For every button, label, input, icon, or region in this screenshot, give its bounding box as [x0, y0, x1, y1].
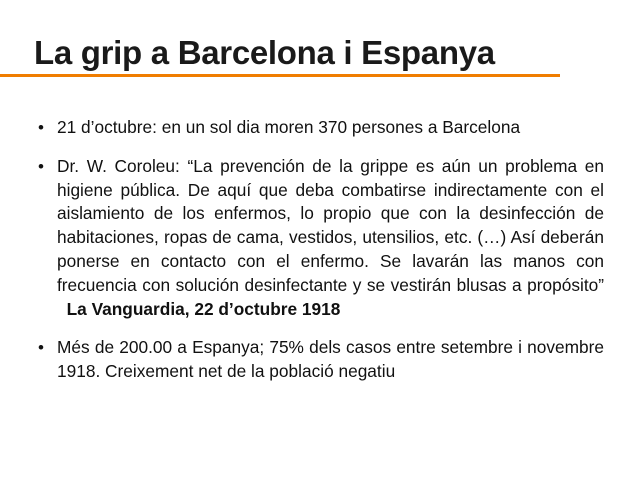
bullet-text: 21 d’octubre: en un sol dia moren 370 persones a Barcelona: [57, 117, 521, 137]
bullet-item: [40, 336, 604, 384]
quote-source: La Vanguardia, 22 d’octubre 1918: [57, 298, 341, 319]
title-underline: [0, 74, 560, 77]
bullet-text: Més de 200.00 a Espanya; 75% dels casos entre setembre i novembre 1918. Creixement net de la població negatiu: [57, 337, 604, 382]
slide-title: La grip a Barcelona i Espanya: [34, 34, 495, 71]
bullet-text: Dr. W. Coroleu: “La prevención de la grippe es aún un problema en higiene pública. De aquí que deba combatirse indirectamente con el aislamiento de los enfermos, lo propio que con la desinfección de habitaciones, ropas de cama, vestidos, utensilios, etc. (…) Así deberán ponerse en contacto con el enfermo. Se lavarán las manos con frecuencia con solución desinfectante y se vestirán blusas a propósito”: [57, 155, 604, 295]
bullet-item: [40, 155, 604, 322]
bullet-item: [40, 116, 604, 140]
bullet-list: [40, 116, 604, 399]
